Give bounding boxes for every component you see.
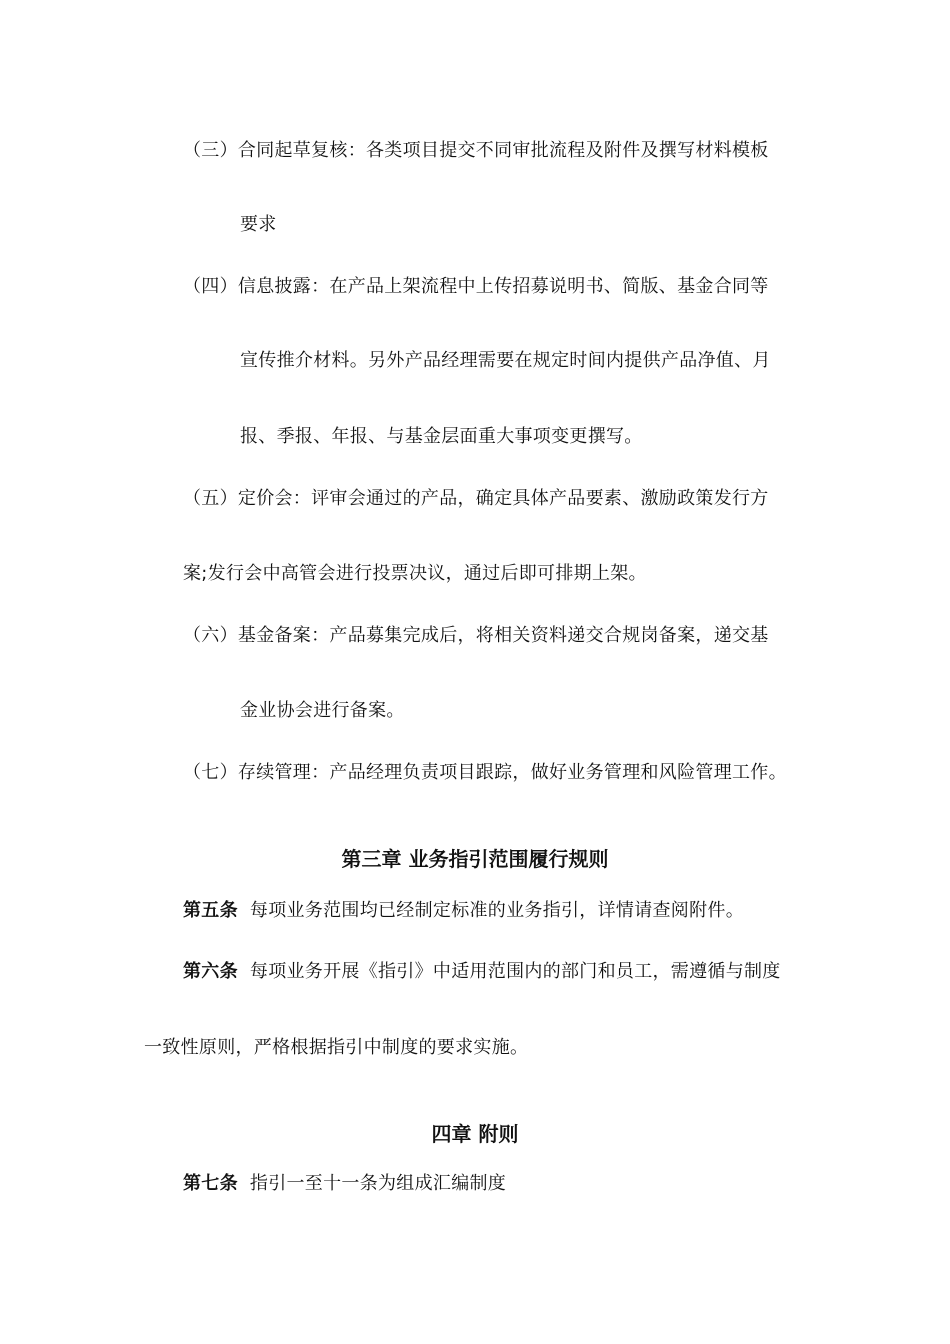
article-7 bbox=[183, 1172, 506, 1196]
item-6-prefix: （六） bbox=[183, 625, 238, 646]
item-5-continuation: 案;发行会中高管会进行投票决议，通过后即可排期上架。 bbox=[183, 563, 647, 584]
item-5-line bbox=[183, 487, 769, 511]
article-6-label: 第六条 bbox=[183, 961, 238, 982]
chapter-3-title: 第三章 业务指引范围履行规则 bbox=[341, 847, 609, 871]
item-3-continuation: 要求 bbox=[240, 214, 277, 235]
article-6 bbox=[183, 960, 781, 984]
item-4-text: 信息披露：在产品上架流程中上传招募说明书、简版、基金合同等 bbox=[237, 276, 769, 297]
item-4-prefix: （四） bbox=[183, 276, 238, 297]
item-3-text: 合同起草复核：各类项目提交不同审批流程及附件及撰写材料模板 bbox=[237, 140, 769, 161]
item-5-prefix: （五） bbox=[183, 488, 238, 509]
item-3-prefix: （三） bbox=[183, 140, 238, 161]
item-7-prefix: （七） bbox=[183, 762, 238, 783]
item-4-line bbox=[183, 275, 769, 299]
article-5 bbox=[183, 899, 744, 923]
item-7-text: 存续管理：产品经理负责项目跟踪，做好业务管理和风险管理工作。 bbox=[237, 762, 787, 783]
item-3-line bbox=[183, 139, 769, 163]
article-7-text: 指引一至十一条为组成汇编制度 bbox=[249, 1173, 507, 1194]
article-5-text: 每项业务范围均已经制定标准的业务指引，详情请查阅附件。 bbox=[249, 900, 745, 921]
article-6-text: 每项业务开展《指引》中适用范围内的部门和员工，需遵循与制度 bbox=[249, 961, 781, 982]
chapter-4-title: 四章 附则 bbox=[431, 1122, 519, 1146]
item-6-text: 基金备案：产品募集完成后，将相关资料递交合规岗备案，递交基 bbox=[237, 625, 769, 646]
item-4-continuation-1: 宣传推介材料。另外产品经理需要在规定时间内提供产品净值、月 bbox=[240, 350, 771, 371]
item-6-line bbox=[183, 624, 769, 648]
article-7-label: 第七条 bbox=[183, 1173, 238, 1194]
article-6-continuation: 一致性原则，严格根据指引中制度的要求实施。 bbox=[144, 1037, 529, 1058]
item-4-continuation-2: 报、季报、年报、与基金层面重大事项变更撰写。 bbox=[240, 426, 643, 447]
article-5-label: 第五条 bbox=[183, 900, 238, 921]
item-5-text: 定价会：评审会通过的产品，确定具体产品要素、激励政策发行方 bbox=[237, 488, 769, 509]
item-6-continuation: 金业协会进行备案。 bbox=[240, 700, 405, 721]
item-7-line bbox=[183, 761, 787, 785]
